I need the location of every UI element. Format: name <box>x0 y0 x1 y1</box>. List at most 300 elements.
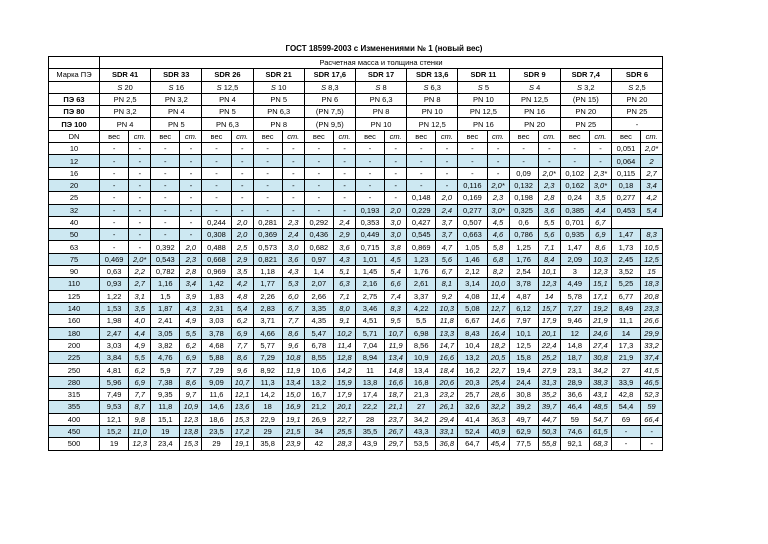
table-row <box>49 241 663 253</box>
pn-value: PN 3,2 <box>151 93 202 105</box>
wall-value: - <box>589 143 611 155</box>
weight-value: 5,5 <box>407 315 436 327</box>
weight-value: - <box>100 241 129 253</box>
wall-value: 18,3 <box>641 278 663 290</box>
wall-value: - <box>436 155 458 167</box>
wall-value: 5,4 <box>385 266 407 278</box>
weight-value: 0,198 <box>509 192 538 204</box>
wall-value: 36,8 <box>436 438 458 450</box>
weight-value: 2,66 <box>304 290 333 302</box>
weight-value: 7,49 <box>100 389 129 401</box>
wall-value: - <box>231 155 253 167</box>
weight-value: 10,6 <box>304 364 333 376</box>
weight-value: 1,98 <box>100 315 129 327</box>
wall-value: 12,3 <box>180 413 202 425</box>
weight-value: - <box>151 167 180 179</box>
wall-value: 2,0 <box>385 204 407 216</box>
weight-value: 5,71 <box>355 327 384 339</box>
s-symbol: S <box>477 82 483 92</box>
dn-value: 160 <box>49 315 100 327</box>
weight-value: 39,2 <box>509 401 538 413</box>
s-number: 8 <box>382 82 387 92</box>
weight-value: 7,27 <box>560 302 589 314</box>
weight-header: вес <box>458 130 487 142</box>
wall-value: 5,5 <box>538 216 560 228</box>
weight-value: - <box>253 167 282 179</box>
dn-value: 315 <box>49 389 100 401</box>
pn-value: PN 25 <box>611 106 662 118</box>
weight-value: 0,09 <box>509 167 538 179</box>
wall-value: 8,1 <box>436 278 458 290</box>
weight-value: 0,449 <box>355 229 384 241</box>
weight-value: 1,77 <box>253 278 282 290</box>
weight-value: 0,6 <box>509 216 538 228</box>
wall-value: 23,2 <box>436 389 458 401</box>
weight-value: 30,8 <box>509 389 538 401</box>
weight-value: 0,148 <box>407 192 436 204</box>
weight-value: - <box>560 143 589 155</box>
wall-value: 4,3 <box>282 266 304 278</box>
weight-value: 3,46 <box>355 302 384 314</box>
weight-value: 46,4 <box>560 401 589 413</box>
weight-value: 14,2 <box>253 389 282 401</box>
weight-value: 0,715 <box>355 241 384 253</box>
wall-value: 11,4 <box>333 339 355 351</box>
wall-value: 18,7 <box>385 389 407 401</box>
wall-value: 44,7 <box>538 413 560 425</box>
table-row <box>49 179 663 191</box>
s-value <box>100 81 151 93</box>
weight-value: 8,92 <box>253 364 282 376</box>
wall-value: 3,0 <box>282 241 304 253</box>
wall-value: 9,7 <box>180 389 202 401</box>
wall-value: 6,2 <box>180 339 202 351</box>
weight-header: вес <box>151 130 180 142</box>
weight-value: 5,9 <box>151 364 180 376</box>
wall-value: 10,7 <box>231 376 253 388</box>
wall-value: 2,0 <box>231 216 253 228</box>
wall-value: 19,1 <box>282 413 304 425</box>
weight-value: 0,369 <box>253 229 282 241</box>
dn-value: 75 <box>49 253 100 265</box>
wall-value: 4,2 <box>641 192 663 204</box>
wall-value: 29,9 <box>641 327 663 339</box>
wall-value: 11,4 <box>487 290 509 302</box>
pe-row <box>49 118 663 130</box>
pe-grade: ПЭ 100 <box>49 118 100 130</box>
wall-value: 21,5 <box>282 425 304 437</box>
wall-value: 6,9 <box>231 327 253 339</box>
weight-value: - <box>100 179 129 191</box>
weight-value: 0,427 <box>407 216 436 228</box>
weight-value: 29 <box>202 438 231 450</box>
weight-value: 1,47 <box>560 241 589 253</box>
wall-value: 5,5 <box>180 327 202 339</box>
s-number: 2,5 <box>635 82 646 92</box>
s-value <box>458 81 509 93</box>
wall-value: 2,4 <box>436 204 458 216</box>
dn-value: 40 <box>49 216 100 228</box>
weight-value: 0,385 <box>560 204 589 216</box>
s-value <box>253 81 304 93</box>
wall-value: 3,4 <box>180 278 202 290</box>
wall-header: ст. <box>641 130 663 142</box>
sdr-header: SDR 6 <box>611 69 662 81</box>
wall-value: 15,3 <box>231 413 253 425</box>
wall-value: - <box>129 179 151 191</box>
weight-header: вес <box>407 130 436 142</box>
weight-value: 35,5 <box>355 425 384 437</box>
weight-value: - <box>202 155 231 167</box>
wall-value: 10,3 <box>589 253 611 265</box>
weight-value: - <box>458 155 487 167</box>
s-symbol: S <box>216 82 222 92</box>
weight-value: - <box>304 179 333 191</box>
weight-value: - <box>355 179 384 191</box>
wall-value: 24,6 <box>589 327 611 339</box>
wall-value: 20,5 <box>487 352 509 364</box>
weight-value: - <box>355 192 384 204</box>
weight-value: - <box>407 143 436 155</box>
wall-value: 14,8 <box>385 364 407 376</box>
wall-value: 50,3 <box>538 425 560 437</box>
wall-value: 6,8 <box>487 253 509 265</box>
wall-value: 12,8 <box>333 352 355 364</box>
weight-value: 4,76 <box>151 352 180 364</box>
wall-value: 20,1 <box>333 401 355 413</box>
wall-value: - <box>282 179 304 191</box>
wall-value: - <box>180 179 202 191</box>
weight-value: 8,49 <box>611 302 640 314</box>
wall-value: 35,2 <box>538 389 560 401</box>
weight-value: 34 <box>304 425 333 437</box>
wall-value: 9,2 <box>436 290 458 302</box>
wall-value: 39,7 <box>538 401 560 413</box>
sdr-header: SDR 21 <box>253 69 304 81</box>
table-row <box>49 290 663 302</box>
weight-value: 0,162 <box>560 179 589 191</box>
weight-header: вес <box>202 130 231 142</box>
wall-value: 3,0* <box>487 204 509 216</box>
wall-value: 12,3 <box>538 278 560 290</box>
s-number: 6,3 <box>430 82 441 92</box>
wall-value: 21,9 <box>589 315 611 327</box>
weight-value: 36,6 <box>560 389 589 401</box>
s-value <box>407 81 458 93</box>
weight-value: 0,392 <box>151 241 180 253</box>
weight-value: - <box>151 204 180 216</box>
weight-value: 13,4 <box>407 364 436 376</box>
wall-value: 4,4 <box>129 327 151 339</box>
wall-value: - <box>129 216 151 228</box>
wall-value: 5,6 <box>436 253 458 265</box>
wall-value: 4,9 <box>129 339 151 351</box>
pn-value: PN 12,5 <box>458 106 509 118</box>
wall-value: 9,5 <box>385 315 407 327</box>
weight-header: вес <box>355 130 384 142</box>
pn-value: PN 12,5 <box>407 118 458 130</box>
weight-value: 0,115 <box>611 167 640 179</box>
wall-value: 14,6 <box>487 315 509 327</box>
pe-row <box>49 106 663 118</box>
wall-value: - <box>129 241 151 253</box>
wall-value: 37,4 <box>641 352 663 364</box>
sdr-header: SDR 41 <box>100 69 151 81</box>
weight-value: 18,6 <box>202 413 231 425</box>
wall-value: - <box>129 155 151 167</box>
wall-value: - <box>231 143 253 155</box>
weight-value: 2,83 <box>253 302 282 314</box>
weight-value: 12 <box>560 327 589 339</box>
wall-value: 2,3 <box>487 192 509 204</box>
wall-value: 6,2 <box>129 364 151 376</box>
weight-value: 13,2 <box>304 376 333 388</box>
weight-value: 0,453 <box>611 204 640 216</box>
wall-value: 6,9 <box>129 376 151 388</box>
table-row <box>49 401 663 413</box>
sdr-header: SDR 26 <box>202 69 253 81</box>
pn-value: PN 6,3 <box>355 93 406 105</box>
wall-value: 2,4 <box>333 216 355 228</box>
weight-value: 14,6 <box>202 401 231 413</box>
wall-value: 32,2 <box>487 401 509 413</box>
weight-value: 0,507 <box>458 216 487 228</box>
wall-value: - <box>538 155 560 167</box>
wall-value: 7,7 <box>180 364 202 376</box>
wall-value: 20,1 <box>538 327 560 339</box>
weight-value: 3,82 <box>151 339 180 351</box>
weight-value: 16,7 <box>304 389 333 401</box>
weight-value: 1,16 <box>151 278 180 290</box>
wall-header: ст. <box>129 130 151 142</box>
wall-header: ст. <box>333 130 355 142</box>
wall-value: 15,3 <box>180 438 202 450</box>
weight-value: 25,7 <box>458 389 487 401</box>
weight-value: - <box>253 204 282 216</box>
wall-value: 4,3 <box>333 253 355 265</box>
wall-value: 45,4 <box>487 438 509 450</box>
table-row <box>49 376 663 388</box>
table-row <box>49 192 663 204</box>
weight-value: 5,25 <box>611 278 640 290</box>
wall-value: 8,6 <box>282 327 304 339</box>
weight-value: - <box>407 179 436 191</box>
weight-value: 11 <box>355 364 384 376</box>
wall-value: - <box>487 167 509 179</box>
wall-value: 2 <box>641 155 663 167</box>
wall-value: 6,7 <box>589 216 611 228</box>
weight-value: 0,545 <box>407 229 436 241</box>
wall-value: 48,5 <box>589 401 611 413</box>
wall-value: 5,4 <box>231 302 253 314</box>
wall-value: 5,1 <box>333 266 355 278</box>
wall-value: - <box>333 192 355 204</box>
wall-value: 9,6 <box>282 339 304 351</box>
wall-value: - <box>282 192 304 204</box>
wall-header: ст. <box>282 130 304 142</box>
wall-value: 28,6 <box>487 389 509 401</box>
weight-value: - <box>304 167 333 179</box>
weight-value: 2,45 <box>611 253 640 265</box>
weight-value: 43,9 <box>355 438 384 450</box>
wall-value: 8,2 <box>487 266 509 278</box>
weight-value: 1,25 <box>509 241 538 253</box>
wall-value: 33,2 <box>641 339 663 351</box>
wall-value: 17,9 <box>538 315 560 327</box>
wall-value: - <box>180 167 202 179</box>
weight-value: 7,04 <box>355 339 384 351</box>
weight-value: 3,14 <box>458 278 487 290</box>
wall-value: 7,1 <box>333 290 355 302</box>
wall-value: 2,0* <box>129 253 151 265</box>
table-row <box>49 327 663 339</box>
wall-value: 3,5 <box>589 192 611 204</box>
weight-value: 2,26 <box>253 290 282 302</box>
weight-value: 10,4 <box>458 339 487 351</box>
wall-value: 8,0 <box>333 302 355 314</box>
weight-value: 11,8 <box>151 401 180 413</box>
weight-value: 2,16 <box>355 278 384 290</box>
wall-value: 16,4 <box>487 327 509 339</box>
weight-value: 19 <box>151 425 180 437</box>
wall-value: 11,8 <box>436 315 458 327</box>
wall-value: 23,9 <box>282 438 304 450</box>
wall-value: 46,5 <box>641 376 663 388</box>
wall-value: 3,5 <box>129 302 151 314</box>
wall-value: 12,3 <box>589 266 611 278</box>
s-symbol: S <box>375 82 381 92</box>
wall-value: 43,1 <box>589 389 611 401</box>
wall-value: 2,3 <box>538 179 560 191</box>
weight-value: 3,78 <box>509 278 538 290</box>
wall-value: 7,1 <box>538 241 560 253</box>
table-row <box>49 167 663 179</box>
weight-value: 92,1 <box>560 438 589 450</box>
weight-value: 0,93 <box>100 278 129 290</box>
wall-value: 4,9 <box>180 315 202 327</box>
s-value <box>355 81 406 93</box>
weight-value: 49,7 <box>509 413 538 425</box>
weight-value: 52,4 <box>458 425 487 437</box>
pn-value: PN 4 <box>151 106 202 118</box>
weight-value: 22,2 <box>355 401 384 413</box>
wall-value: - <box>385 192 407 204</box>
wall-value: - <box>333 143 355 155</box>
weight-value: 2,41 <box>151 315 180 327</box>
weight-value: 8,56 <box>407 339 436 351</box>
wall-value: 7,7 <box>231 339 253 351</box>
weight-value: - <box>100 204 129 216</box>
weight-value: 21,9 <box>611 352 640 364</box>
wall-value: 10,3 <box>436 302 458 314</box>
wall-value: 13,4 <box>385 352 407 364</box>
pn-value: PN 8 <box>355 106 406 118</box>
dn-value: 110 <box>49 278 100 290</box>
dn-value: 500 <box>49 438 100 450</box>
weight-value: 3,78 <box>202 327 231 339</box>
wall-value: 55,8 <box>538 438 560 450</box>
weight-value: 0,821 <box>253 253 282 265</box>
wall-value: 12,1 <box>231 389 253 401</box>
weight-value: 0,969 <box>202 266 231 278</box>
wall-value: - <box>487 143 509 155</box>
wall-value: 17,2 <box>231 425 253 437</box>
weight-value: 17,4 <box>355 389 384 401</box>
wall-value: 59 <box>641 401 663 413</box>
table-row <box>49 229 663 241</box>
wall-value: 16,6 <box>436 352 458 364</box>
weight-value: 3,03 <box>202 315 231 327</box>
weight-value: 1,87 <box>151 302 180 314</box>
weight-header: вес <box>509 130 538 142</box>
wall-value: 3,7 <box>436 216 458 228</box>
weight-value: 0,469 <box>100 253 129 265</box>
weight-value: 1,76 <box>407 266 436 278</box>
wall-value: 26,7 <box>385 425 407 437</box>
wall-value: 21,1 <box>385 401 407 413</box>
wall-value: 12,3 <box>129 438 151 450</box>
pn-value: PN 16 <box>458 118 509 130</box>
wall-value: 5,3 <box>282 278 304 290</box>
weight-value: 42,8 <box>611 389 640 401</box>
wall-value: 6,2 <box>231 315 253 327</box>
pn-value: PN 20 <box>560 106 611 118</box>
weight-value: - <box>100 192 129 204</box>
wall-value: 12,5 <box>641 253 663 265</box>
weight-value: - <box>407 167 436 179</box>
pipe-table <box>48 56 663 451</box>
weight-value: 21,3 <box>407 389 436 401</box>
weight-value: 23,4 <box>151 438 180 450</box>
weight-value: - <box>202 204 231 216</box>
table-row <box>49 438 663 450</box>
weight-value: - <box>253 179 282 191</box>
pn-value: PN 8 <box>407 93 458 105</box>
weight-value: 0,277 <box>458 204 487 216</box>
wall-header: ст. <box>180 130 202 142</box>
weight-value: - <box>355 143 384 155</box>
wall-value: 11,0 <box>129 425 151 437</box>
wall-value: 2,3 <box>282 216 304 228</box>
weight-header: вес <box>560 130 589 142</box>
wall-value: 3,6 <box>333 241 355 253</box>
wall-value: - <box>436 167 458 179</box>
weight-value: 3,03 <box>100 339 129 351</box>
s-symbol: S <box>628 82 634 92</box>
pn-value: PN 10 <box>355 118 406 130</box>
wall-value: 8,6 <box>231 352 253 364</box>
wall-value: 17,9 <box>333 389 355 401</box>
pn-value: PN 10 <box>407 106 458 118</box>
wall-value: - <box>641 425 663 437</box>
wall-value: 16,9 <box>282 401 304 413</box>
wall-value: 10,5 <box>641 241 663 253</box>
wall-value: 3,7 <box>436 229 458 241</box>
weight-value: 0,543 <box>151 253 180 265</box>
s-number: 8,3 <box>328 82 339 92</box>
wall-value: 2,8 <box>180 266 202 278</box>
weight-value: 0,132 <box>509 179 538 191</box>
weight-value: 27 <box>611 364 640 376</box>
pn-value: PN 6 <box>304 93 355 105</box>
wall-value: 10,2 <box>333 327 355 339</box>
weight-value: - <box>202 167 231 179</box>
weight-value: - <box>151 229 180 241</box>
wall-value: 3,9 <box>180 290 202 302</box>
table-row <box>49 216 663 228</box>
weight-value: 0,353 <box>355 216 384 228</box>
wall-value: 11,9 <box>282 364 304 376</box>
